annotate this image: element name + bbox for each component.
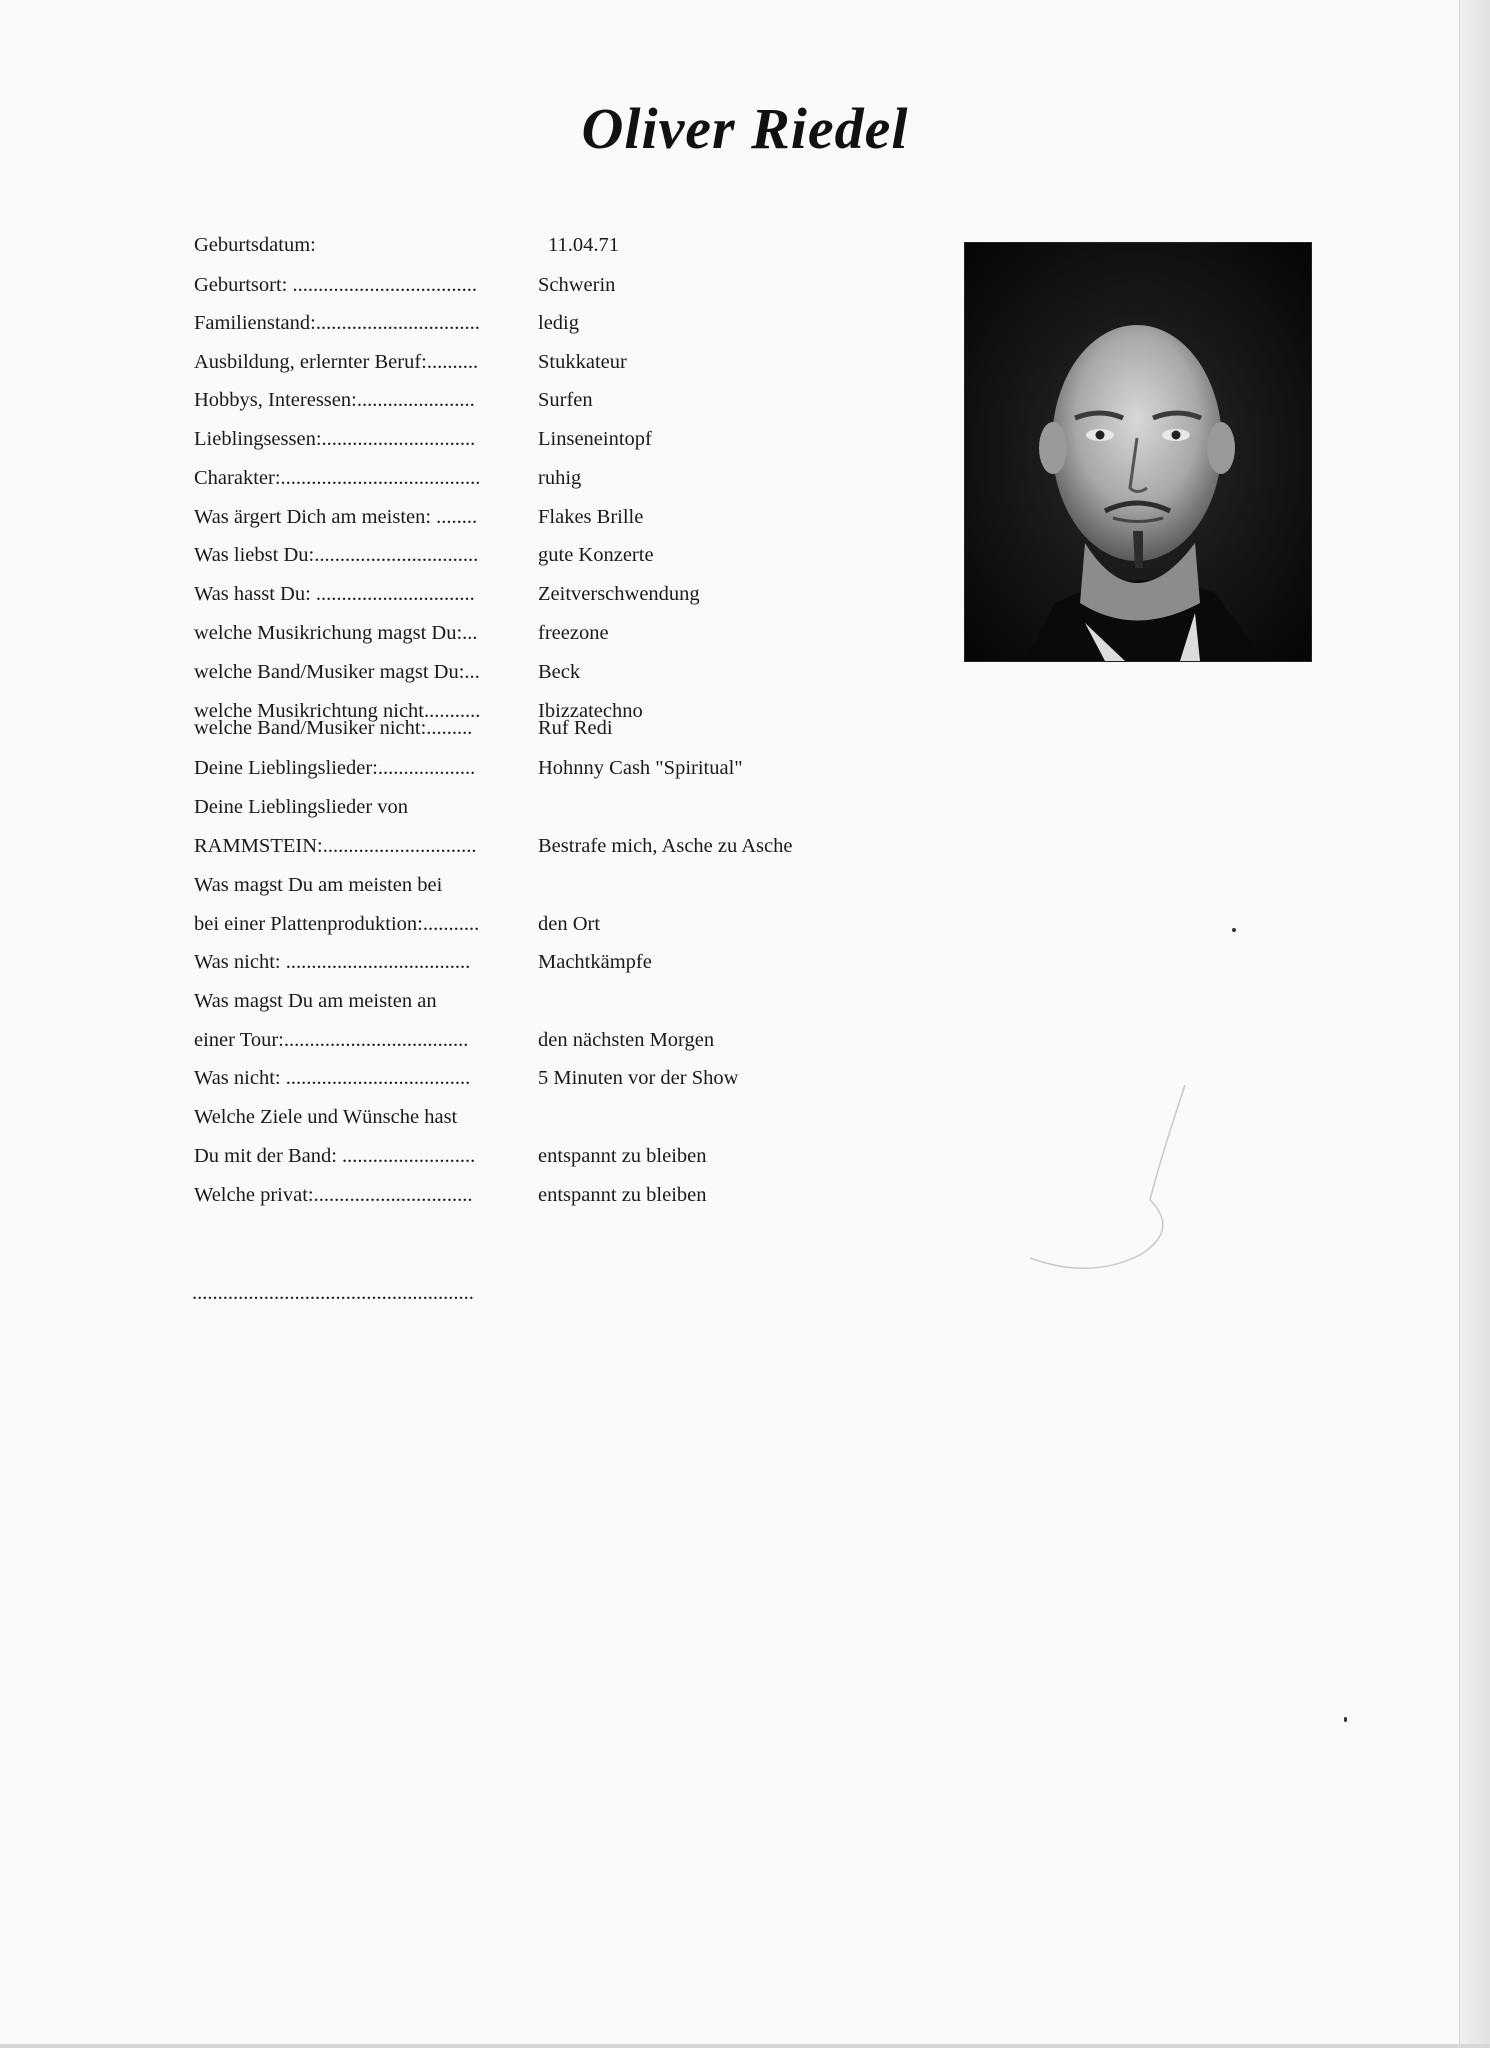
row-value: 11.04.71 <box>548 234 619 256</box>
profile-row <box>194 506 644 528</box>
profile-row <box>194 351 627 373</box>
row-label: Was magst Du am meisten bei <box>194 874 443 896</box>
profile-row <box>194 875 442 896</box>
page-title: Oliver Riedel <box>581 96 909 161</box>
row-label: Geburtsdatum: <box>194 234 316 256</box>
row-value: Linseneintopf <box>538 428 652 450</box>
profile-row <box>194 757 743 779</box>
row-label: bei einer Plattenproduktion:........... <box>194 913 480 935</box>
row-value: gute Konzerte <box>538 544 654 566</box>
profile-row <box>194 234 619 256</box>
row-value: Stukkateur <box>538 351 627 373</box>
row-label: Welche privat:............................... <box>194 1184 473 1206</box>
profile-row <box>194 797 408 818</box>
row-label: Lieblingsessen:.............................. <box>194 428 476 450</box>
profile-row <box>194 717 613 739</box>
row-value: Beck <box>538 661 581 683</box>
row-label: welche Musikrichtung nicht........... <box>194 700 481 722</box>
row-value: Surfen <box>538 389 593 411</box>
row-label: Ausbildung, erlernter Beruf:.......... <box>194 351 479 373</box>
row-label: RAMMSTEIN:.............................. <box>194 835 477 857</box>
row-label: Was nicht: .................................... <box>194 1067 471 1089</box>
profile-row <box>194 913 601 935</box>
profile-row <box>194 991 437 1012</box>
row-label: Deine Lieblingslieder von <box>194 796 409 818</box>
row-label: Du mit der Band: .......................... <box>194 1145 476 1167</box>
row-value: Bestrafe mich, Asche zu Asche <box>538 835 793 857</box>
profile-row <box>194 544 654 566</box>
speck <box>1232 928 1236 932</box>
page-edge <box>1459 0 1490 2048</box>
row-value: Ibizzatechno <box>538 700 643 722</box>
profile-row <box>194 1107 457 1128</box>
row-value: Flakes Brille <box>538 506 644 528</box>
portrait-illustration <box>965 243 1311 661</box>
profile-row <box>194 467 582 489</box>
profile-row <box>194 1067 739 1089</box>
profile-row <box>194 1029 715 1051</box>
profile-row <box>194 428 652 450</box>
row-label: Welche Ziele und Wünsche hast <box>194 1106 458 1128</box>
row-label: Was liebst Du:................................ <box>194 544 479 566</box>
row-label: Familienstand:................................ <box>194 312 480 334</box>
profile-row <box>194 835 793 857</box>
separator-line: ....................................................... <box>192 1282 474 1304</box>
profile-row <box>194 274 616 296</box>
profile-row <box>194 622 609 644</box>
row-label: Charakter:....................................... <box>194 467 481 489</box>
row-label: Was ärgert Dich am meisten: ........ <box>194 506 478 528</box>
row-value: den Ort <box>538 913 601 935</box>
portrait-photo <box>964 242 1312 662</box>
speck <box>1344 1717 1347 1722</box>
profile-row <box>194 1184 707 1206</box>
row-value: ruhig <box>538 467 582 489</box>
row-value: den nächsten Morgen <box>538 1029 715 1051</box>
row-value: Schwerin <box>538 274 616 296</box>
pencil-scribble <box>1030 1080 1200 1280</box>
row-label: welche Musikrichung magst Du:... <box>194 622 478 644</box>
page-bottom-edge <box>0 2044 1490 2048</box>
row-label: Was magst Du am meisten an <box>194 990 437 1012</box>
row-value: 5 Minuten vor der Show <box>538 1067 739 1089</box>
row-value: ledig <box>538 312 579 334</box>
row-label: Was nicht: .................................... <box>194 951 471 973</box>
row-value: Zeitverschwendung <box>538 583 700 605</box>
row-value: Hohnny Cash "Spiritual" <box>538 757 743 779</box>
profile-row <box>194 1145 707 1167</box>
profile-row <box>194 312 579 334</box>
row-value: Machtkämpfe <box>538 951 652 973</box>
profile-row <box>194 389 593 411</box>
row-label: Hobbys, Interessen:....................... <box>194 389 475 411</box>
profile-row <box>194 583 700 605</box>
row-label: welche Band/Musiker nicht:......... <box>194 717 473 739</box>
row-label: Was hasst Du: ............................... <box>194 583 475 605</box>
row-label: Geburtsort: .................................... <box>194 274 477 296</box>
row-value: Ruf Redi <box>538 717 613 739</box>
row-value: freezone <box>538 622 609 644</box>
row-label: Deine Lieblingslieder:................... <box>194 757 476 779</box>
row-label: welche Band/Musiker magst Du:... <box>194 661 480 683</box>
row-label: einer Tour:.................................... <box>194 1029 469 1051</box>
row-value: entspannt zu bleiben <box>538 1184 707 1206</box>
profile-row <box>194 951 652 973</box>
profile-row <box>194 661 581 683</box>
row-value: entspannt zu bleiben <box>538 1145 707 1167</box>
